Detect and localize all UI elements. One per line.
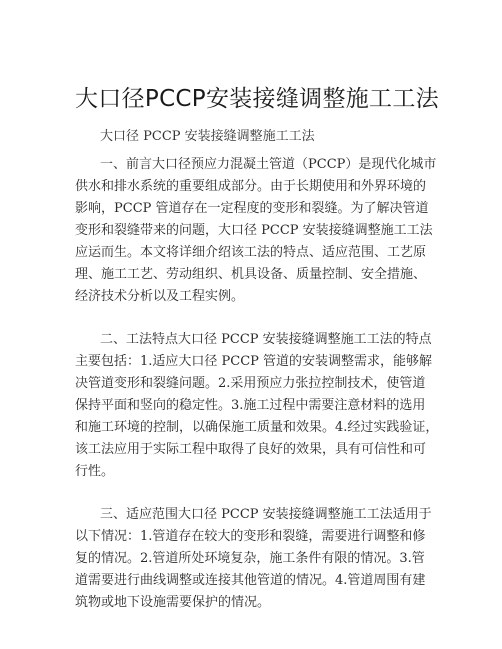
paragraph-line: 理、施工工艺、劳动组织、机具设备、质量控制、安全措施、	[75, 267, 427, 282]
paragraph-line: 供水和排水系统的重要组成部分。由于长期使用和外界环境的	[75, 179, 427, 194]
paragraph-line: 影响，PCCP 管道存在一定程度的变形和裂缝。为了解决管道	[75, 201, 429, 216]
paragraph-line: 一、前言大口径预应力混凝土管道（PCCP）是现代化城市	[100, 157, 437, 172]
paragraph-preface	[75, 154, 438, 308]
paragraph-line: 二、工法特点大口径 PCCP 安装接缝调整施工工法的特点	[100, 332, 432, 347]
paragraph-line: 以下情况：1.管道存在较大的变形和裂缝，需要进行调整和修	[75, 529, 426, 544]
paragraph-line: 决管道变形和裂缝问题。2.采用预应力张拉控制技术，使管道	[75, 376, 426, 391]
paragraph-line: 行性。	[75, 464, 115, 479]
paragraph-line: 主要包括：1.适应大口径 PCCP 管道的安装调整需求，能够解	[75, 354, 433, 369]
paragraph-line: 筑物或地下设施需要保护的情况。	[75, 595, 271, 610]
paragraph-features	[75, 329, 438, 483]
paragraph-line: 道需要进行曲线调整或连接其他管道的情况。4.管道周围有建	[75, 573, 426, 588]
paragraph-scope	[75, 504, 438, 614]
document-subtitle: 大口径 PCCP 安装接缝调整施工工法	[100, 129, 315, 144]
paragraph-line: 复的情况。2.管道所处环境复杂，施工条件有限的情况。3.管	[75, 551, 425, 566]
paragraph-line: 保持平面和竖向的稳定性。3.施工过程中需要注意材料的选用	[75, 398, 426, 413]
document-title: 大口径PCCP安装接缝调整施工工法	[75, 86, 439, 112]
paragraph-line: 三、适应范围大口径 PCCP 安装接缝调整施工工法适用于	[100, 507, 432, 522]
paragraph-line: 经济技术分析以及工程实例。	[75, 289, 245, 304]
paragraph-line: 应运而生。本文将详细介绍该工法的特点、适应范围、工艺原	[75, 245, 427, 260]
paragraph-line: 变形和裂缝带来的问题，大口径 PCCP 安装接缝调整施工工法	[75, 223, 433, 238]
paragraph-line: 该工法应用于实际工程中取得了良好的效果，具有可信性和可	[75, 442, 427, 457]
paragraph-line: 和施工环境的控制，以确保施工质量和效果。4.经过实践验证，	[75, 420, 439, 435]
